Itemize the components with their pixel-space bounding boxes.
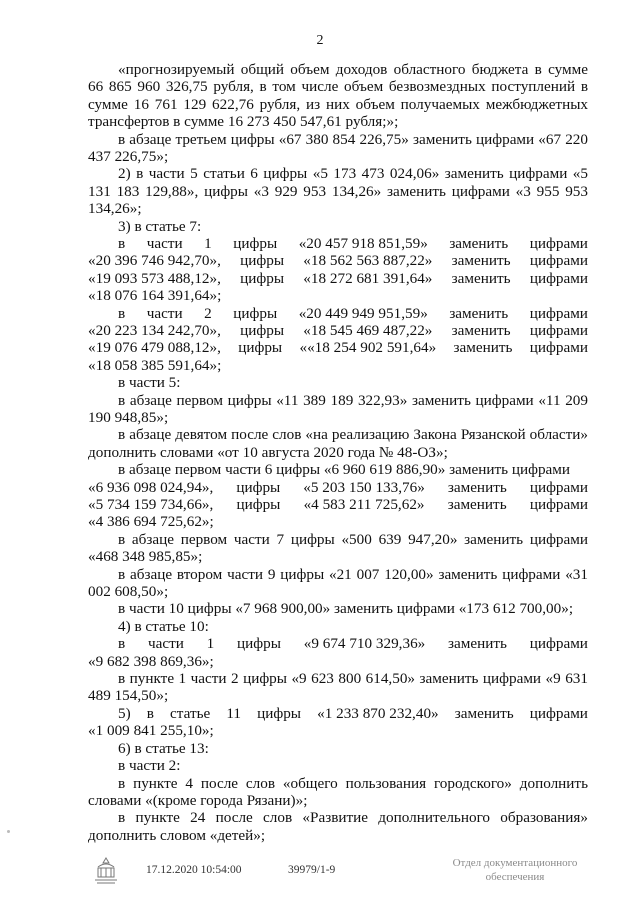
table-row [88, 305, 588, 322]
word: цифры [240, 269, 285, 287]
word: «4 583 211 725,62» [303, 496, 425, 514]
paragraph-abzac-third: в абзаце третьем цифры «67 380 854 226,75» заменить цифрами «67 220 437 226,75»; [88, 130, 588, 166]
word: части [146, 235, 183, 253]
document-body [88, 61, 588, 844]
word: «6 936 098 024,94», [88, 478, 214, 496]
word: заменить [449, 304, 509, 322]
word: «5 734 159 734,66», [88, 496, 214, 514]
paragraph-abzac-first: в абзаце первом цифры «11 389 189 322,93» заменить цифрами «11 209 190 948,85»; [88, 391, 588, 427]
table-row [88, 339, 588, 356]
paragraph-part-10: в части 10 цифры «7 968 900,00» заменить цифрами «173 612 700,00»; [118, 600, 574, 618]
footer-department-line: Отдел документационного [452, 857, 578, 869]
word: «20 396 746 942,70», [88, 252, 221, 270]
word: 11 [226, 704, 241, 722]
paragraph-line: «1 009 841 255,10»; [88, 722, 214, 740]
word: заменить [451, 322, 511, 340]
paragraph-article-13: 6) в статье 13: [118, 739, 209, 757]
word: заменить [449, 235, 509, 253]
word: цифрами [529, 478, 588, 496]
word: 1 [204, 235, 212, 253]
word: цифры [240, 252, 285, 270]
word: «20 223 134 242,70», [88, 322, 221, 340]
word: в [118, 235, 126, 253]
word: части [146, 304, 183, 322]
paragraph-revenue: «прогнозируемый общий объем доходов областного бюджета в сумме 66 865 960 326,75 рубля, в том числе объем безвозмездных поступлений в сумме 16 761 129 622,76 рубля, из них объем получаемых межбюджетных трансфертов в сумме 16 273 450 547,61 рубля;»; [88, 61, 588, 131]
word: заменить [454, 704, 514, 722]
table-row [88, 235, 588, 252]
footer-department-line: обеспечения [485, 871, 545, 883]
scan-speck [7, 830, 10, 833]
word: цифры [257, 704, 302, 722]
word: заменить [451, 269, 511, 287]
page-number: 2 [316, 33, 324, 48]
word: в [118, 304, 126, 322]
word: цифры [238, 339, 283, 357]
word: цифрами [529, 269, 588, 287]
word: цифрами [529, 339, 588, 357]
word: «5 203 150 133,76» [303, 478, 425, 496]
word: «9 674 710 329,36» [303, 635, 426, 653]
emblem-icon [92, 855, 120, 885]
word: «18 272 681 391,64» [303, 269, 433, 287]
word: «1 233 870 232,40» [317, 704, 439, 722]
word: «18 545 469 487,22» [303, 322, 433, 340]
table-row [88, 322, 588, 339]
word: цифры [236, 478, 281, 496]
paragraph-part-5: в части 5: [118, 374, 181, 392]
word: заменить [451, 252, 511, 270]
word: 1 [206, 635, 215, 653]
word: «20 449 949 951,59» [298, 304, 428, 322]
footer-department [410, 856, 620, 884]
paragraph-point-4: в пункте 4 после слов «общего пользования городского» дополнить словами «(кроме города Рязани)»; [88, 774, 588, 809]
paragraph-line: «9 682 398 869,36»; [88, 652, 214, 670]
paragraph-point-24: в пункте 24 после слов «Развитие дополнительного образования» дополнить словом «детей»; [88, 809, 588, 844]
paragraph-line: «18 076 164 391,64»; [88, 287, 222, 305]
paragraph-article-10: 4) в статье 10: [118, 617, 209, 635]
footer-doc-number: 39979/1-9 [288, 864, 336, 876]
word: «18 562 563 887,22» [303, 252, 433, 270]
paragraph-article-6: 2) в части 5 статьи 6 цифры «5 173 473 024,06» заменить цифрами «5 131 183 129,88», цифры «3 929 953 134,26» заменить цифрами «3 955 953 134,26»; [88, 165, 588, 218]
word: «19 093 573 488,12», [88, 269, 221, 287]
word: 2 [204, 304, 212, 322]
word: цифрами [529, 322, 588, 340]
word: ««18 254 902 591,64» [299, 339, 437, 357]
table-row [88, 479, 588, 496]
word: «19 076 479 088,12», [88, 339, 221, 357]
word: статье [170, 704, 211, 722]
paragraph-part-2: в части 2: [118, 757, 181, 775]
word: части [147, 635, 184, 653]
paragraph-article-7: 3) в статье 7: [118, 217, 202, 235]
word: цифры [237, 635, 281, 653]
paragraph-line: «18 058 385 591,64»; [88, 356, 222, 374]
table-row [88, 270, 588, 287]
word: цифры [233, 304, 278, 322]
word: цифрами [529, 235, 588, 253]
word: цифры [236, 496, 281, 514]
word: цифрами [529, 704, 588, 722]
paragraph-line: «4 386 694 725,62»; [88, 513, 214, 531]
table-row [88, 705, 588, 722]
table-row [88, 496, 588, 513]
footer-datetime: 17.12.2020 10:54:00 [146, 864, 242, 876]
word: цифрами [529, 252, 588, 270]
word: заменить [447, 496, 507, 514]
table-row [88, 252, 588, 269]
word: 5) [118, 704, 131, 722]
table-row [88, 635, 588, 652]
word: цифрами [529, 635, 588, 653]
paragraph-part-7: в абзаце первом части 7 цифры «500 639 947,20» заменить цифрами «468 348 985,85»; [88, 530, 588, 566]
paragraph-abzac-ninth: в абзаце девятом после слов «на реализацию Закона Рязанской области» дополнить словами «от 10 августа 2020 года № 48-ОЗ»; [88, 426, 588, 461]
paragraph-part-6: в абзаце первом части 6 цифры «6 960 619 886,90» заменить цифрами [118, 461, 571, 479]
word: заменить [453, 339, 513, 357]
word: цифрами [529, 496, 588, 514]
word: «20 457 918 851,59» [298, 235, 428, 253]
word: заменить [448, 635, 507, 653]
word: цифры [233, 235, 278, 253]
word: в [118, 635, 126, 653]
word: заменить [447, 478, 507, 496]
page-footer [0, 855, 640, 895]
paragraph-point-1: в пункте 1 части 2 цифры «9 623 800 614,50» заменить цифрами «9 631 489 154,50»; [88, 670, 588, 705]
word: цифрами [529, 304, 588, 322]
word: цифры [240, 322, 285, 340]
paragraph-part-9: в абзаце втором части 9 цифры «21 007 120,00» заменить цифрами «31 002 608,50»; [88, 565, 588, 601]
word: в [146, 704, 154, 722]
